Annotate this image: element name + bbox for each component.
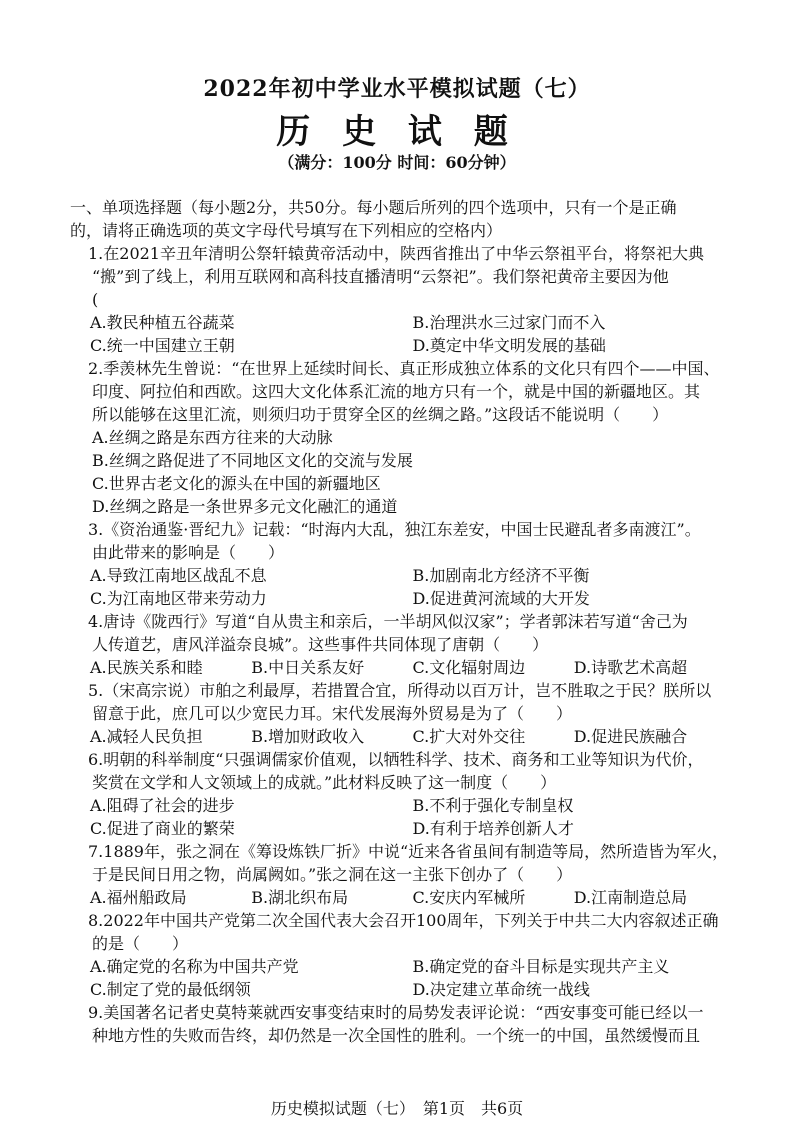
instruction-line: 的，请将正确选项的英文字母代号填写在下列相应的空格内） [70,221,503,240]
question-text: 印度、阿拉伯和西欧。这四大文化体系汇流的地方只有一个，就是中国的新疆地区。其 [92,382,701,401]
option-c: C.世界古老文化的源头在中国的新疆地区 [92,474,381,493]
question-2 [70,357,735,518]
option-c: C.统一中国建立王朝 [90,336,235,355]
option-c: C.文化辐射周边 [412,658,526,677]
question-text: 8.2022年中国共产党第二次全国代表大会召开100周年，下列关于中共二大内容叙述正确 [88,911,719,930]
option-c: C.促进了商业的繁荣 [90,819,235,838]
option-a: A.阻碍了社会的进步 [90,796,235,815]
option-a: A.确定党的名称为中国共产党 [90,957,299,976]
question-4 [70,610,735,679]
question-3 [70,518,735,610]
section-instructions [70,196,735,242]
option-row [70,886,735,909]
question-6 [70,748,735,840]
option-b: B.丝绸之路促进了不同地区文化的交流与发展 [92,451,413,470]
question-text: 1.在2021辛丑年清明公祭轩辕黄帝活动中，陕西省推出了中华云祭祖平台，将祭祀大典 [88,244,704,263]
option-b: B.加剧南北方经济不平衡 [412,566,590,585]
question-text: 9.美国著名记者史莫特莱就西安事变结束时的局势发表评论说：“西安事变可能已经以一 [88,1003,704,1022]
question-text: 奖赏在文学和人文领域上的成就。”此材料反映了这一制度（ ） [92,773,557,792]
question-5 [70,679,735,748]
exam-meta: （满分：100分 时间：60分钟） [278,153,516,172]
subject-title: 历 史 试 题 [276,112,518,152]
option-b: B.增加财政收入 [251,727,365,746]
option-d: D.江南制造总局 [573,888,688,907]
question-text: 由此带来的影响是（ ） [92,543,285,562]
option-a: A.减轻人民负担 [90,727,203,746]
question-7 [70,840,735,909]
option-row [70,564,735,587]
option-a: A.民族关系和睦 [90,658,203,677]
option-d: D.促进民族融合 [573,727,688,746]
question-text: 2.季羡林先生曾说：“在世界上延续时间长、真正形成独立体系的文化只有四个——中国、 [88,359,720,378]
option-row [70,311,735,334]
question-text: 7.1889年，张之洞在《筹设炼铁厂折》中说“近来各省虽间有制造等局，然所造皆为军火， [88,842,729,861]
question-text: 6.明朝的科举制度“只强调儒家价值观，以牺牲科学、技术、商务和工业等知识为代价， [88,750,704,769]
page-footer: 历史模拟试题（七） 第1页 共6页 [270,1099,524,1118]
exam-series-title: 2022年初中学业水平模拟试题（七） [203,76,591,102]
option-d: D.促进黄河流域的大开发 [412,589,590,608]
option-b: B.确定党的奋斗目标是实现共产主义 [412,957,670,976]
option-d: D.有利于培养创新人才 [412,819,574,838]
option-row [70,955,735,978]
question-text: 3.《资治通鉴·晋纪九》记载：“时海内大乱，独江东差安，中国士民避乱者多南渡江”。 [88,520,701,539]
question-text: 人传道艺，唐风洋溢奈良城”。这些事件共同体现了唐朝（ ） [92,635,549,654]
instruction-line: 一、单项选择题（每小题2分，共50分。每小题后所列的四个选项中，只有一个是正确 [70,198,677,217]
question-text: 于是民间日用之物，尚属阙如。”张之洞在这一主张下创办了（ ） [92,865,573,884]
question-text: 5.（宋高宗说）市舶之利最厚，若措置合宜，所得动以百万计，岂不胜取之于民？朕所以 [88,681,712,700]
answer-blank: ( [92,290,99,309]
option-d: D.决定建立革命统一战线 [412,980,590,999]
option-row [70,978,735,1001]
option-c: C.安庆内军械所 [412,888,526,907]
option-c: C.制定了党的最低纲领 [90,980,251,999]
option-b: B.治理洪水三过家门而不入 [412,313,606,332]
question-1 [70,242,735,357]
option-a: A.教民种植五谷蔬菜 [90,313,235,332]
question-text: 的是（ ） [92,934,189,953]
question-8 [70,909,735,1001]
option-row [70,334,735,357]
question-9 [70,1001,735,1047]
question-text: 留意于此，庶几可以少宽民力耳。宋代发展海外贸易是为了（ ） [92,704,573,723]
option-row [70,817,735,840]
question-text: 种地方性的失败而告终，却仍然是一次全国性的胜利。一个统一的中国，虽然缓慢而且 [92,1026,701,1045]
option-row [70,794,735,817]
option-a: A.导致江南地区战乱不息 [90,566,267,585]
option-b: B.不利于强化专制皇权 [412,796,574,815]
question-text: 4.唐诗《陇西行》写道“自从贵主和亲后，一半胡风似汉家”；学者郭沫若写道“舍己为 [88,612,688,631]
option-d: D.丝绸之路是一条世界多元文化融汇的通道 [92,497,398,516]
option-row [70,587,735,610]
option-d: D.奠定中华文明发展的基础 [412,336,606,355]
option-row [70,725,735,748]
option-b: B.中日关系友好 [251,658,365,677]
question-text: “搬”到了线上，利用互联网和高科技直播清明“云祭祀”。我们祭祀黄帝主要因为他 [92,267,669,286]
exam-content [70,196,735,1047]
option-d: D.诗歌艺术高超 [573,658,688,677]
option-c: C.扩大对外交往 [412,727,526,746]
option-a: A.福州船政局 [90,888,187,907]
option-b: B.湖北织布局 [251,888,349,907]
option-row [70,656,735,679]
question-text: 所以能够在这里汇流，则须归功于贯穿全区的丝绸之路。”这段话不能说明（ ） [92,405,669,424]
option-a: A.丝绸之路是东西方往来的大动脉 [92,428,333,447]
option-c: C.为江南地区带来劳动力 [90,589,267,608]
